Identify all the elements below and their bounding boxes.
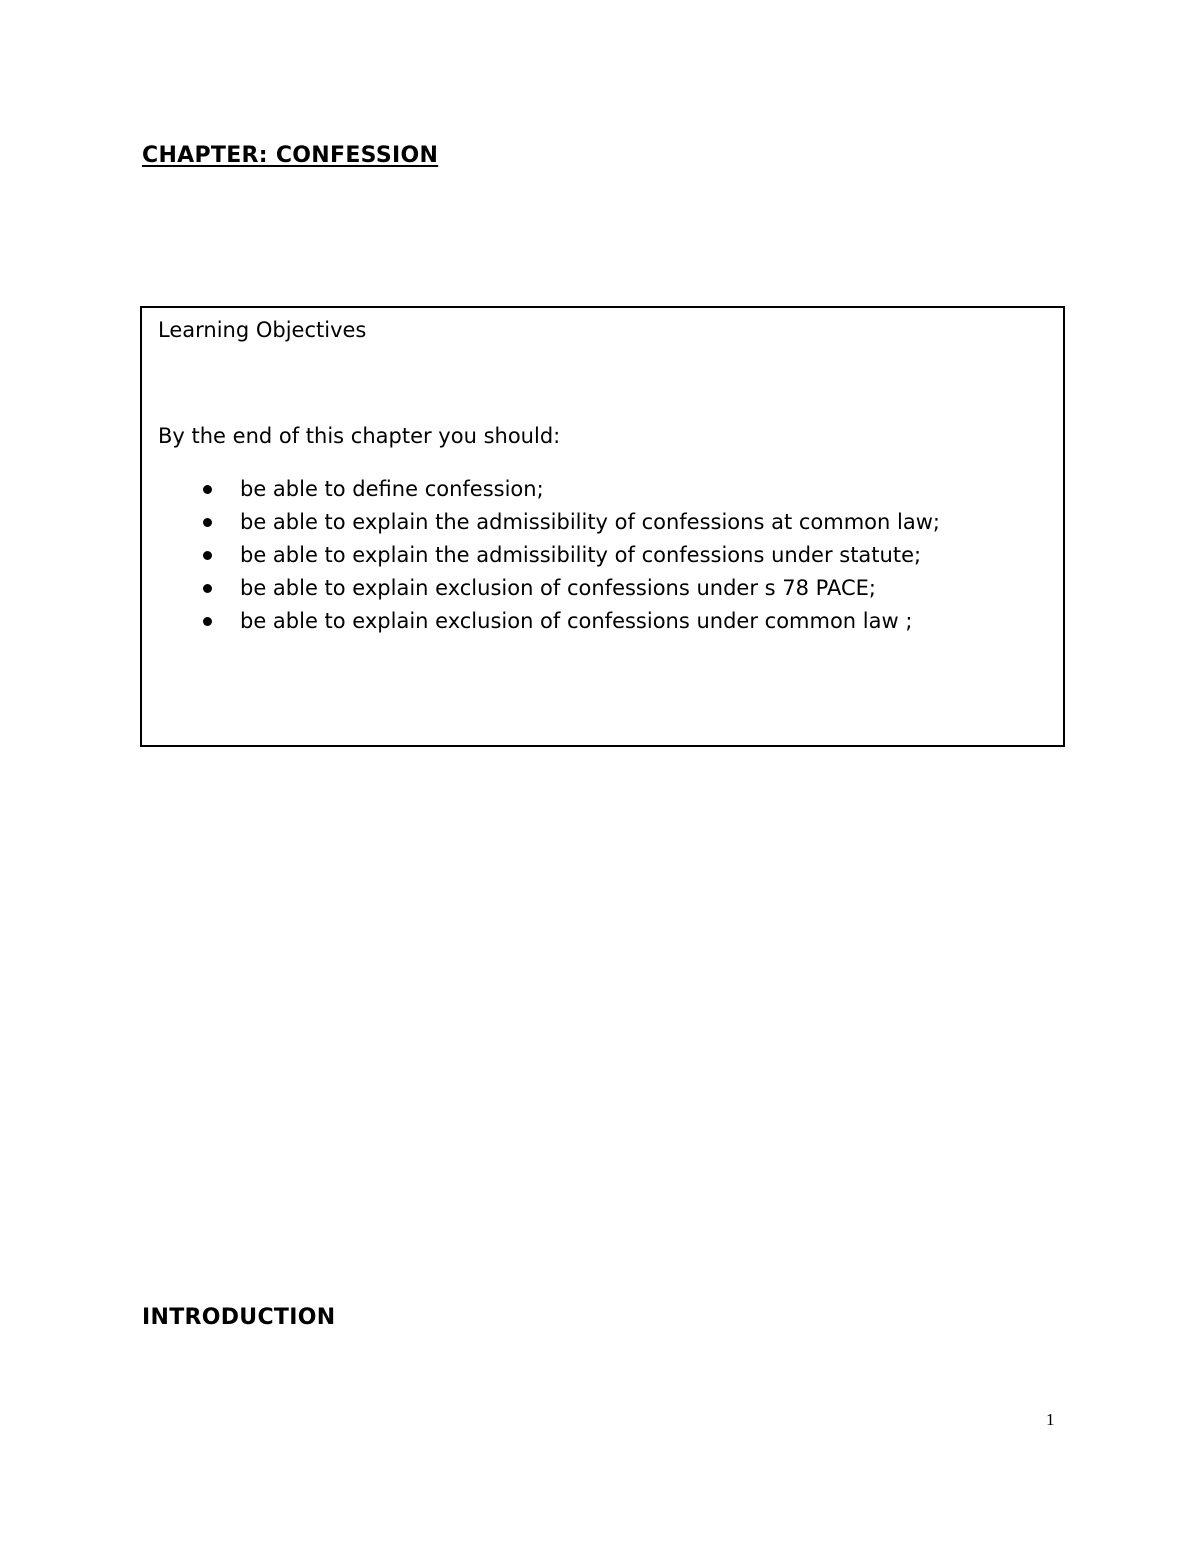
- objective-item: [200, 476, 940, 509]
- objective-item: [200, 509, 940, 542]
- chapter-title: CHAPTER: CONFESSION: [142, 143, 439, 168]
- objectives-list: [200, 476, 940, 641]
- objectives-intro: By the end of this chapter you should:: [158, 424, 561, 448]
- objectives-heading: Learning Objectives: [158, 318, 367, 342]
- objective-item: [200, 608, 940, 641]
- learning-objectives-box: [140, 306, 1065, 747]
- bullet-icon: [203, 584, 212, 593]
- objective-text: be able to define confession;: [240, 477, 544, 501]
- section-heading-introduction: INTRODUCTION: [142, 1305, 336, 1330]
- objective-text: be able to explain exclusion of confessions under common law ;: [240, 609, 913, 633]
- bullet-icon: [203, 485, 212, 494]
- objective-text: be able to explain the admissibility of confessions under statute;: [240, 543, 922, 567]
- bullet-icon: [203, 617, 212, 626]
- objective-item: [200, 542, 940, 575]
- objective-text: be able to explain exclusion of confessions under s 78 PACE;: [240, 576, 876, 600]
- bullet-icon: [203, 551, 212, 560]
- page-number: 1: [1046, 1410, 1055, 1429]
- objective-item: [200, 575, 940, 608]
- bullet-icon: [203, 518, 212, 527]
- objective-text: be able to explain the admissibility of confessions at common law;: [240, 510, 940, 534]
